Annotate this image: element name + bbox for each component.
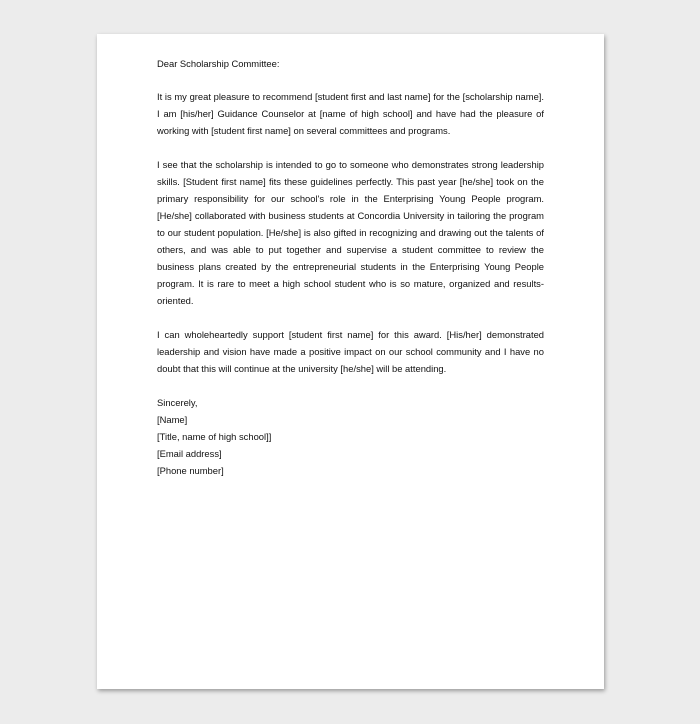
letter-body xyxy=(157,55,544,479)
sign-off: Sincerely, xyxy=(157,397,198,408)
letter-paragraph-3: I can wholeheartedly support [student first name] for this award. [His/her] demonstrated leadership and vision have made a positive impact on our school community and I have no doubt that this will continue at the university [he/she] will be attending. xyxy=(157,329,544,374)
signer-phone: [Phone number] xyxy=(157,465,224,476)
signer-email: [Email address] xyxy=(157,448,222,459)
letter-paragraph-1: It is my great pleasure to recommend [student first and last name] for the [scholarship name]. I am [his/her] Guidance Counselor at [name of high school] and have had the pleasure of working with [student first name] on several committees and programs. xyxy=(157,91,544,136)
document-page xyxy=(97,34,604,689)
letter-greeting: Dear Scholarship Committee: xyxy=(157,58,280,69)
letter-closing xyxy=(157,394,544,479)
signer-title: [Title, name of high school]] xyxy=(157,431,272,442)
letter-paragraph-2: I see that the scholarship is intended to go to someone who demonstrates strong leadership skills. [Student first name] fits these guidelines perfectly. This past year [he/she] took on the primary responsibility for our school's role in the Enterprising Young People program. [He/she] collaborated with business students at Concordia University in tailoring the program to our student population. [He/she] is also gifted in recognizing and drawing out the talents of others, and was able to put together and supervise a student committee to review the business plans created by the entrepreneurial students in the Enterprising Young People program. It is rare to meet a high school student who is so mature, organized and results-oriented. xyxy=(157,159,544,306)
signer-name: [Name] xyxy=(157,414,188,425)
